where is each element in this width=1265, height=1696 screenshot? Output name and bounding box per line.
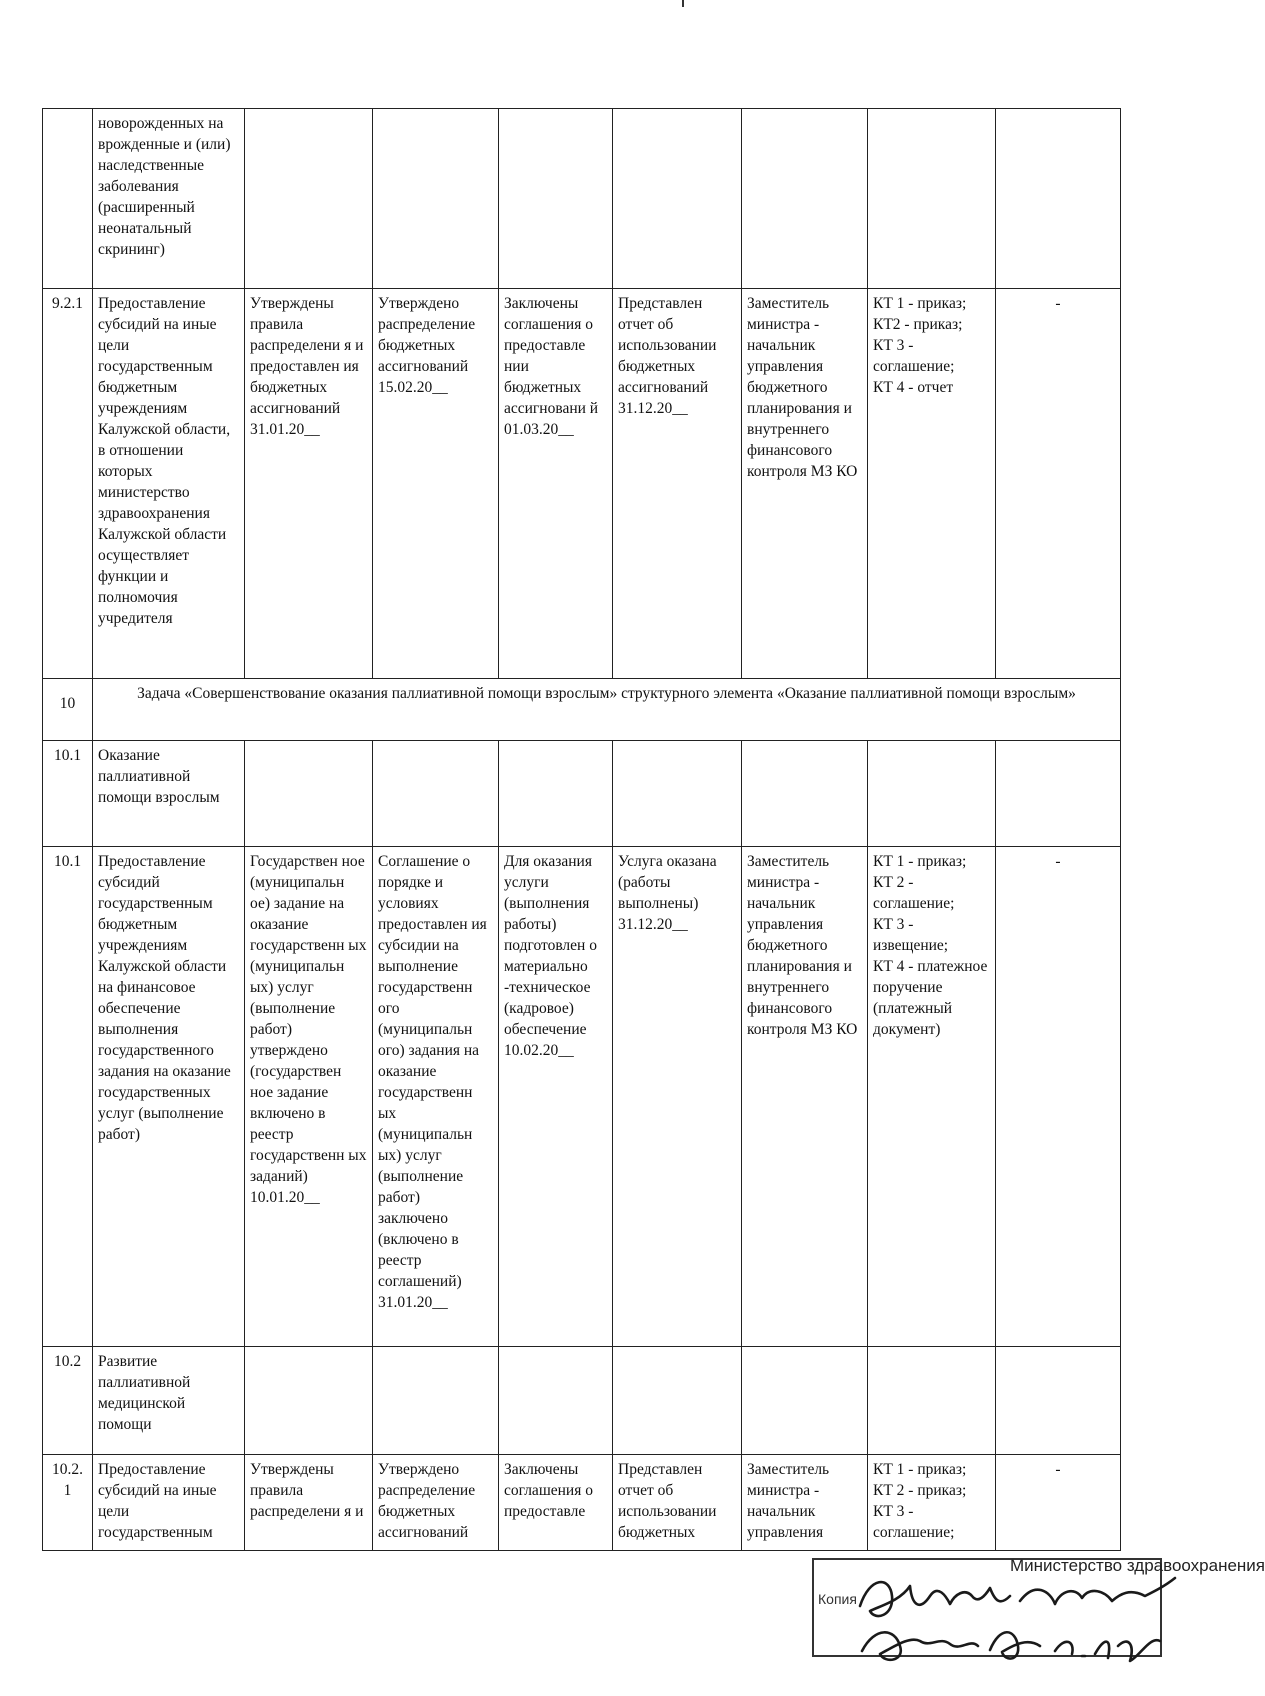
table-row: [43, 1455, 1121, 1551]
event-name-cell: Оказание паллиативной помощи взрослым: [93, 741, 245, 847]
checkpoint-4-cell: [613, 741, 742, 847]
checkpoint-4-cell: [613, 1347, 742, 1455]
checkpoint-1-cell: [245, 109, 373, 289]
responsible-cell: [742, 109, 868, 289]
checkpoint-3-cell: Заключены соглашения о предоставле: [499, 1455, 613, 1551]
checkpoint-2-cell: [373, 741, 499, 847]
row-number: 10.2. 1: [43, 1455, 93, 1551]
checkpoint-2-cell: [373, 1347, 499, 1455]
checkpoint-1-cell: [245, 741, 373, 847]
table-row: [43, 847, 1121, 1347]
checkpoint-2-cell: Соглашение о порядке и условиях предоставлен ия субсидии на выполнение государственн ого (муниципальн ого) задания на оказание государственн ых (муниципальн ых) услуг (выполнение работ) заключено (включено в реестр соглашений) 31.01.20__: [373, 847, 499, 1347]
row-number: 9.2.1: [43, 289, 93, 679]
checkpoint-3-cell: Для оказания услуги (выполнения работы) подготовлен о материально -техническое (кадровое) обеспечение 10.02.20__: [499, 847, 613, 1347]
event-name-cell: Развитие паллиативной медицинской помощи: [93, 1347, 245, 1455]
document-type-cell: [868, 741, 996, 847]
document-type-cell: КТ 1 - приказ; КТ2 - приказ; КТ 3 - соглашение; КТ 4 - отчет: [868, 289, 996, 679]
document-type-cell: КТ 1 - приказ; КТ 2 - соглашение; КТ 3 - извещение; КТ 4 - платежное поручение (платежный документ): [868, 847, 996, 1347]
responsible-cell: Заместитель министра - начальник управления: [742, 1455, 868, 1551]
stamp-ministry-text: Министерство здравоохранения: [1010, 1556, 1265, 1575]
checkpoint-4-cell: Представлен отчет об использовании бюджетных ассигнований 31.12.20__: [613, 289, 742, 679]
event-name-cell: новорожденных на врожденные и (или) наследственные заболевания (расширенный неонатальный скрининг): [93, 109, 245, 289]
event-name-cell: Предоставление субсидий на иные цели государственным бюджетным учреждениям Калужской области, в отношении которых министерство здравоохранения Калужской области осуществляет функции и полномочия учредителя: [93, 289, 245, 679]
table-row: [43, 1347, 1121, 1455]
plan-table: [42, 108, 1121, 1551]
stamp-copy-label: Копия: [818, 1591, 857, 1607]
handwritten-signature-icon: [850, 1566, 1180, 1676]
note-cell: -: [996, 847, 1121, 1347]
row-number: 10.1: [43, 741, 93, 847]
row-number: 10: [43, 679, 93, 741]
checkpoint-2-cell: Утверждено распределение бюджетных ассигнований 15.02.20__: [373, 289, 499, 679]
document-type-cell: [868, 1347, 996, 1455]
checkpoint-4-cell: [613, 109, 742, 289]
checkpoint-1-cell: Утверждены правила распределени я и предоставлен ия бюджетных ассигнований 31.01.20__: [245, 289, 373, 679]
document-type-cell: КТ 1 - приказ; КТ 2 - приказ; КТ 3 - соглашение;: [868, 1455, 996, 1551]
responsible-cell: [742, 741, 868, 847]
note-cell: -: [996, 289, 1121, 679]
checkpoint-3-cell: [499, 1347, 613, 1455]
responsible-cell: [742, 1347, 868, 1455]
table-row: [43, 741, 1121, 847]
page-edge-mark: [682, 0, 684, 7]
checkpoint-1-cell: Утверждены правила распределени я и: [245, 1455, 373, 1551]
checkpoint-3-cell: [499, 109, 613, 289]
checkpoint-1-cell: Государствен ное (муниципальн ое) задание на оказание государственн ых (муниципальн ых) услуг (выполнение работ) утверждено (государствен ное задание включено в реестр государственн ых заданий) 10.01.20__: [245, 847, 373, 1347]
checkpoint-2-cell: Утверждено распределение бюджетных ассигнований: [373, 1455, 499, 1551]
event-name-cell: Предоставление субсидий на иные цели государственным: [93, 1455, 245, 1551]
responsible-cell: Заместитель министра - начальник управления бюджетного планирования и внутреннего финансового контроля МЗ КО: [742, 847, 868, 1347]
note-cell: [996, 109, 1121, 289]
checkpoint-3-cell: [499, 741, 613, 847]
note-cell: -: [996, 1455, 1121, 1551]
task-title: Задача «Совершенствование оказания паллиативной помощи взрослым» структурного элемента «Оказание паллиативной помощи взрослым»: [93, 679, 1121, 741]
note-cell: [996, 1347, 1121, 1455]
checkpoint-3-cell: Заключены соглашения о предоставле нии бюджетных ассигновани й 01.03.20__: [499, 289, 613, 679]
checkpoint-4-cell: Услуга оказана (работы выполнены) 31.12.20__: [613, 847, 742, 1347]
row-number: [43, 109, 93, 289]
note-cell: [996, 741, 1121, 847]
document-type-cell: [868, 109, 996, 289]
row-number: 10.1: [43, 847, 93, 1347]
responsible-cell: Заместитель министра - начальник управления бюджетного планирования и внутреннего финансового контроля МЗ КО: [742, 289, 868, 679]
task-row: [43, 679, 1121, 741]
row-number: 10.2: [43, 1347, 93, 1455]
checkpoint-4-cell: Представлен отчет об использовании бюджетных: [613, 1455, 742, 1551]
checkpoint-2-cell: [373, 109, 499, 289]
checkpoint-1-cell: [245, 1347, 373, 1455]
event-name-cell: Предоставление субсидий государственным бюджетным учреждениям Калужской области на финансовое обеспечение выполнения государственного задания на оказание государственных услуг (выполнение работ): [93, 847, 245, 1347]
table-row: [43, 109, 1121, 289]
table-row: [43, 289, 1121, 679]
